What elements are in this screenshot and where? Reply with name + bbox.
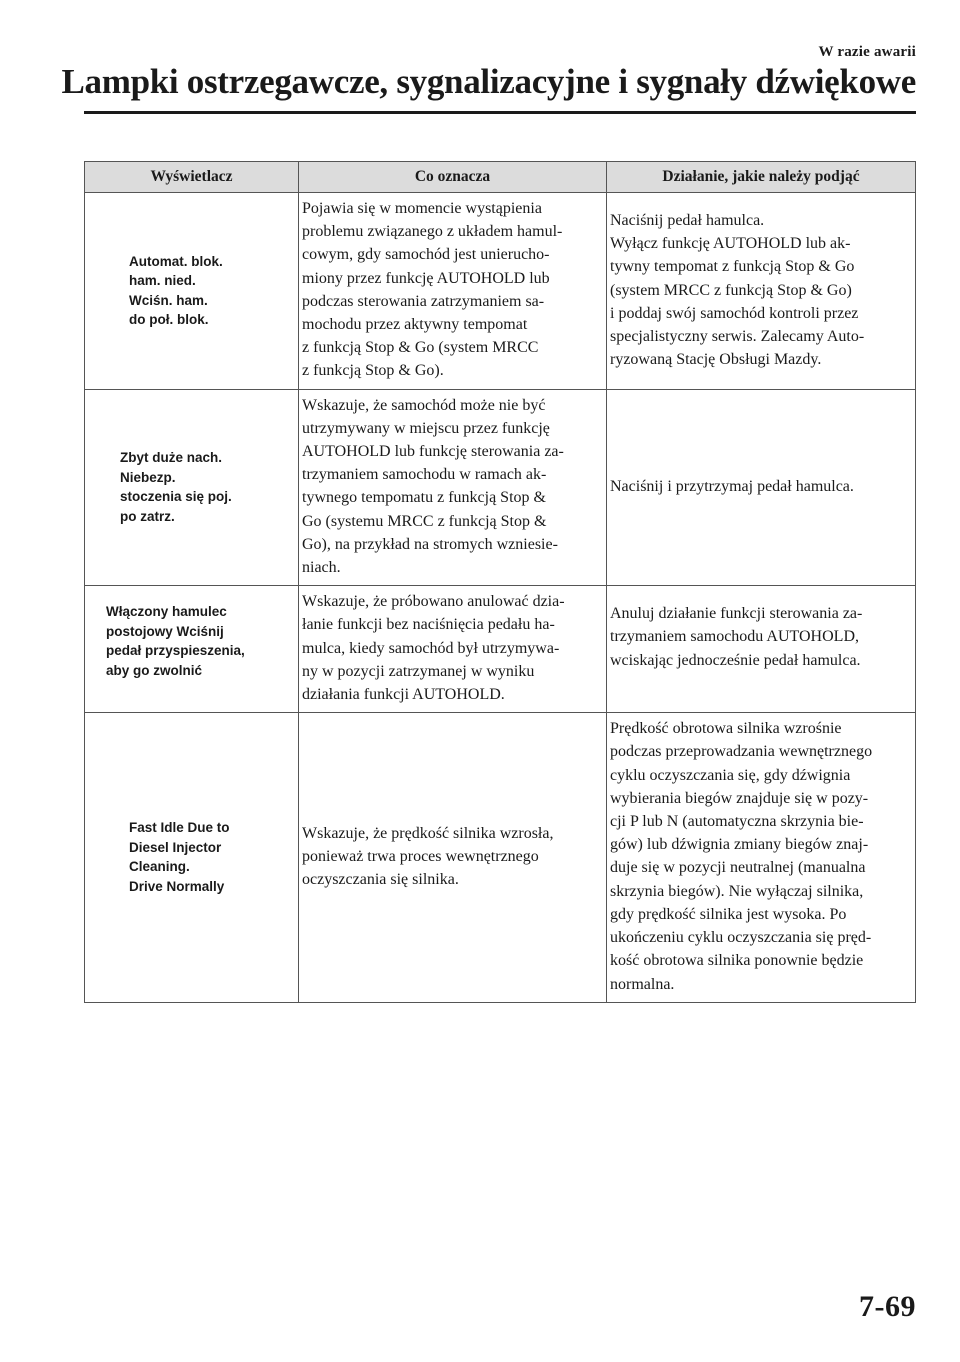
display-line: po zatrz. <box>120 508 175 524</box>
display-cell <box>85 713 299 1002</box>
column-header-action: Działanie, jakie należy podjąć <box>607 162 916 193</box>
action-line: Prędkość obrotowa silnika wzrośnie <box>610 720 842 738</box>
meaning-line: z funkcją Stop & Go). <box>302 362 444 380</box>
action-line: ryzowaną Stację Obsługi Mazdy. <box>610 351 822 369</box>
meaning-line: niach. <box>302 559 341 577</box>
table-header-row <box>85 162 916 193</box>
table-row <box>85 389 916 586</box>
section-label: W razie awarii <box>818 44 916 60</box>
display-line: Automat. blok. <box>129 253 223 269</box>
action-cell <box>607 586 916 713</box>
display-line: pedał przyspieszenia, <box>106 643 245 659</box>
action-cell <box>607 389 916 586</box>
table-row <box>85 713 916 1002</box>
table-row <box>85 193 916 390</box>
meaning-line: Go (systemu MRCC z funkcją Stop & <box>302 512 547 530</box>
title-rule <box>84 111 916 114</box>
warning-table <box>84 161 916 1003</box>
page-title: Lampki ostrzegawcze, sygnalizacyjne i sygnały dźwiękowe <box>61 62 916 101</box>
display-cell <box>85 193 299 390</box>
display-message <box>120 448 232 526</box>
display-message <box>129 818 230 896</box>
action-line: normalna. <box>610 975 675 993</box>
meaning-line: Go), na przykład na stromych wzniesie- <box>302 535 558 553</box>
action-line: wciskając jednocześnie pedał hamulca. <box>610 651 861 669</box>
meaning-cell <box>299 193 607 390</box>
table-row <box>85 586 916 713</box>
meaning-line: mulca, kiedy samochód był utrzymywa- <box>302 639 560 657</box>
action-line: duje się w pozycji neutralnej (manualna <box>610 859 866 877</box>
display-line: aby go zwolnić <box>106 662 203 678</box>
action-line: specjalistyczny serwis. Zalecamy Auto- <box>610 328 865 346</box>
action-line: Naciśnij i przytrzymaj pedał hamulca. <box>610 477 854 495</box>
display-line: Zbyt duże nach. <box>120 450 223 466</box>
meaning-line: Wskazuje, że prędkość silnika wzrosła, <box>302 824 554 842</box>
meaning-line: ponieważ trwa proces wewnętrznego <box>302 847 539 865</box>
action-line: tywny tempomat z funkcją Stop & Go <box>610 258 855 276</box>
meaning-line: działania funkcji AUTOHOLD. <box>302 686 505 704</box>
meaning-cell <box>299 389 607 586</box>
action-line: wybierania biegów znajduje się w pozy- <box>610 789 869 807</box>
action-line: gdy prędkość silnika jest wysoka. Po <box>610 905 847 923</box>
display-line: do poł. blok. <box>129 312 209 328</box>
page-number: 7-69 <box>859 1290 916 1323</box>
meaning-line: Wskazuje, że samochód może nie być <box>302 396 546 414</box>
action-cell <box>607 193 916 390</box>
meaning-line: ny w pozycji zatrzymanej w wyniku <box>302 662 535 680</box>
display-line: Drive Normally <box>129 878 225 894</box>
column-header-display: Wyświetlacz <box>85 162 299 193</box>
action-line: Anuluj działanie funkcji sterowania za- <box>610 605 863 623</box>
action-line: podczas przeprowadzania wewnętrznego <box>610 743 873 761</box>
display-line: ham. nied. <box>129 273 196 289</box>
display-cell <box>85 389 299 586</box>
meaning-line: problemu związanego z układem hamul- <box>302 223 563 241</box>
display-message <box>129 252 223 330</box>
meaning-cell <box>299 713 607 1002</box>
display-line: postojowy Wciśnij <box>106 623 224 639</box>
meaning-line: oczyszczania się silnika. <box>302 871 459 889</box>
meaning-line: tywnego tempomatu z funkcją Stop & <box>302 489 546 507</box>
meaning-line: AUTOHOLD lub funkcję sterowania za- <box>302 443 564 461</box>
meaning-cell <box>299 586 607 713</box>
column-header-meaning: Co oznacza <box>299 162 607 193</box>
action-line: Wyłącz funkcję AUTOHOLD lub ak- <box>610 235 851 253</box>
meaning-line: łanie funkcji bez naciśnięcia pedału ha- <box>302 616 555 634</box>
action-line: kość obrotowa silnika ponownie będzie <box>610 952 864 970</box>
action-line: trzymaniem samochodu AUTOHOLD, <box>610 628 859 646</box>
action-line: ukończeniu cyklu oczyszczania się pręd- <box>610 929 872 947</box>
display-line: Diesel Injector <box>129 839 222 855</box>
meaning-line: utrzymywany w miejscu przez funkcję <box>302 419 550 437</box>
action-line: gów) lub dźwignia zmiany biegów znaj- <box>610 836 869 854</box>
meaning-line: mochodu przez aktywny tempomat <box>302 316 528 334</box>
meaning-line: Wskazuje, że próbowano anulować dzia- <box>302 593 565 611</box>
action-line: i poddaj swój samochód kontroli przez <box>610 304 859 322</box>
meaning-line: Pojawia się w momencie wystąpienia <box>302 200 542 217</box>
display-line: Niebezp. <box>120 469 176 485</box>
action-line: Naciśnij pedał hamulca. <box>610 212 765 229</box>
display-line: stoczenia się poj. <box>120 489 232 505</box>
action-line: cyklu oczyszczania się, gdy dźwignia <box>610 766 851 784</box>
meaning-line: trzymaniem samochodu w ramach ak- <box>302 466 547 484</box>
action-line: skrzynia biegów). Nie wyłączaj silnika, <box>610 882 864 900</box>
display-cell <box>85 586 299 713</box>
action-line: cji P lub N (automatyczna skrzynia bie- <box>610 813 864 831</box>
meaning-line: cowym, gdy samochód jest unierucho- <box>302 246 550 264</box>
display-line: Fast Idle Due to <box>129 820 230 836</box>
action-cell <box>607 713 916 1002</box>
meaning-line: z funkcją Stop & Go (system MRCC <box>302 339 539 357</box>
display-message <box>106 602 245 680</box>
display-line: Wciśn. ham. <box>129 292 208 308</box>
meaning-line: podczas sterowania zatrzymaniem sa- <box>302 292 545 310</box>
action-line: (system MRCC z funkcją Stop & Go) <box>610 281 852 299</box>
display-line: Cleaning. <box>129 859 190 875</box>
display-line: Włączony hamulec <box>106 604 227 620</box>
meaning-line: miony przez funkcję AUTOHOLD lub <box>302 269 550 287</box>
